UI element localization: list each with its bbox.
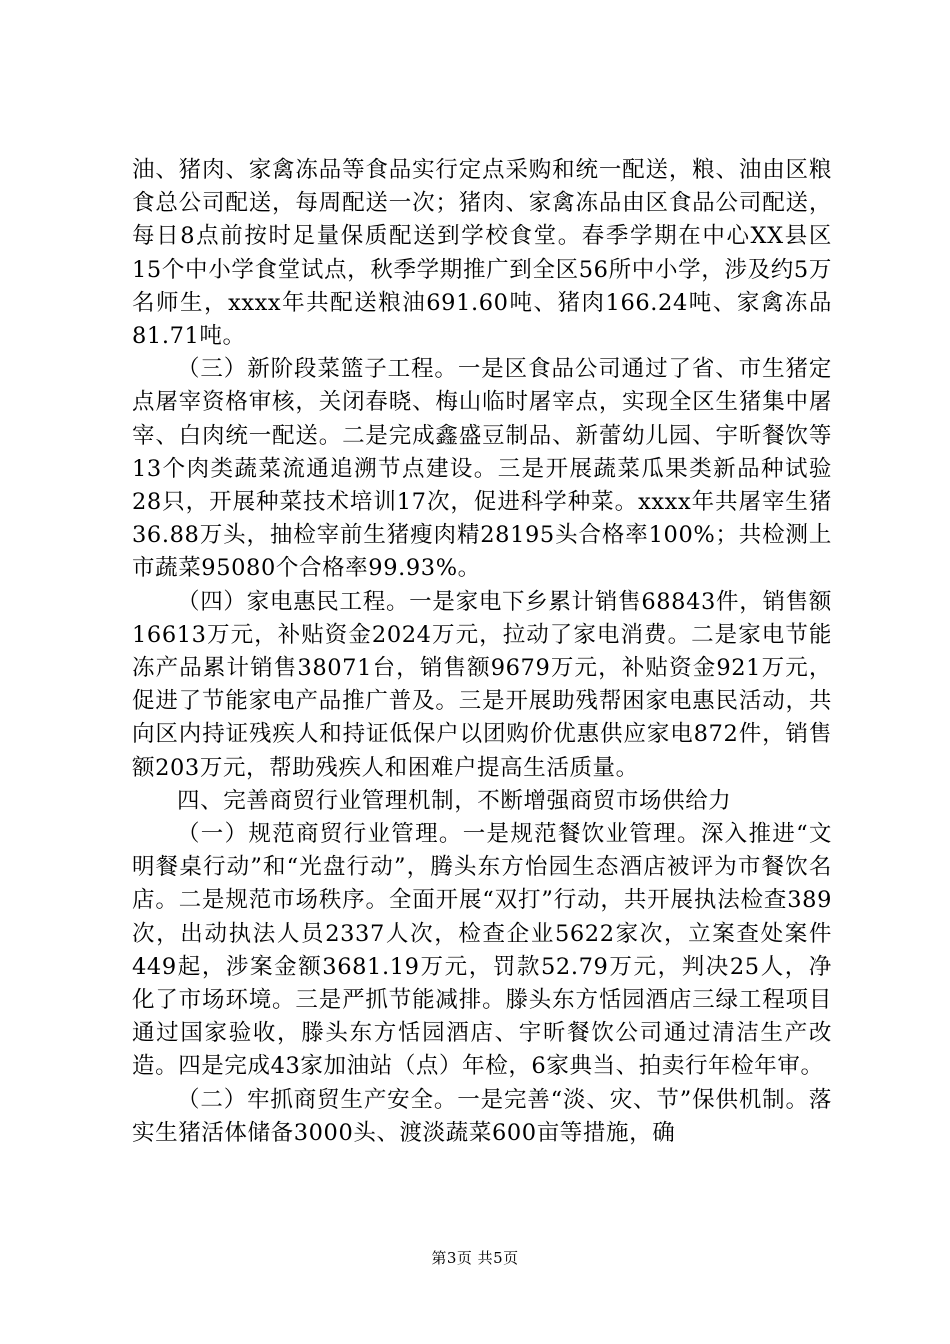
document-body xyxy=(132,154,832,1150)
page-number-footer: 第3页 共5页 xyxy=(431,1249,519,1267)
paragraph-vegetable-basket-project: （三）新阶段菜篮子工程。一是区食品公司通过了省、市生猪定点屠宰资格审核，关闭春晓、梅山临时屠宰点，实现全区生猪集中屠宰、白肉统一配送。二是完成鑫盛豆制品、新蕾幼儿园、宇昕餐饮等13个肉类蔬菜流通追溯节点建设。三是开展蔬菜瓜果类新品种试验28只，开展种菜技术培训17次，促进科学种菜。xxxx年共屠宰生猪36.88万头，抽检宰前生猪瘦肉精28195头合格率100%；共检测上市蔬菜95080个合格率99.93%。 xyxy=(132,356,832,582)
paragraph-appliance-benefit-project: （四）家电惠民工程。一是家电下乡累计销售68843件，销售额16613万元，补贴资金2024万元，拉动了家电消费。二是家电节能冻产品累计销售38071台，销售额9679万元，补贴资金921万元，促进了节能家电产品推广普及。三是开展助残帮困家电惠民活动，共向区内持证残疾人和持证低保户以团购价优惠供应家电872件，销售额203万元，帮助残疾人和困难户提高生活质量。 xyxy=(132,588,832,781)
paragraph-production-safety: （二）牢抓商贸生产安全。一是完善“淡、灾、节”保供机制。落实生猪活体储备3000头、渡淡蔬菜600亩等措施，确 xyxy=(132,1086,832,1146)
paragraph-food-distribution: 油、猪肉、家禽冻品等食品实行定点采购和统一配送，粮、油由区粮食总公司配送，每周配送一次；猪肉、家禽冻品由区食品公司配送，每日8点前按时足量保质配送到学校食堂。春季学期在中心XX县区15个中小学食堂试点，秋季学期推广到全区56所中小学，涉及约5万名师生，xxxx年共配送粮油691.60吨、猪肉166.24吨、家禽冻品81.71吨。 xyxy=(132,157,832,350)
section-heading-four: 四、完善商贸行业管理机制，不断增强商贸市场供给力 xyxy=(177,787,732,814)
paragraph-industry-management: （一）规范商贸行业管理。一是规范餐饮业管理。深入推进“文明餐桌行动”和“光盘行动”，腾头东方怡园生态酒店被评为市餐饮名店。二是规范市场秩序。全面开展“双打”行动，共开展执法检查389次，出动执法人员2337人次，检查企业5622家次，立案查处案件449起，涉案金额3681.19万元，罚款52.79万元，判决25人，净化了市场环境。三是严抓节能减排。滕头东方恬园酒店三绿工程项目通过国家验收，滕头东方恬园酒店、宇昕餐饮公司通过清洁生产改造。四是完成43家加油站（点）年检，6家典当、拍卖行年检年审。 xyxy=(132,821,832,1080)
